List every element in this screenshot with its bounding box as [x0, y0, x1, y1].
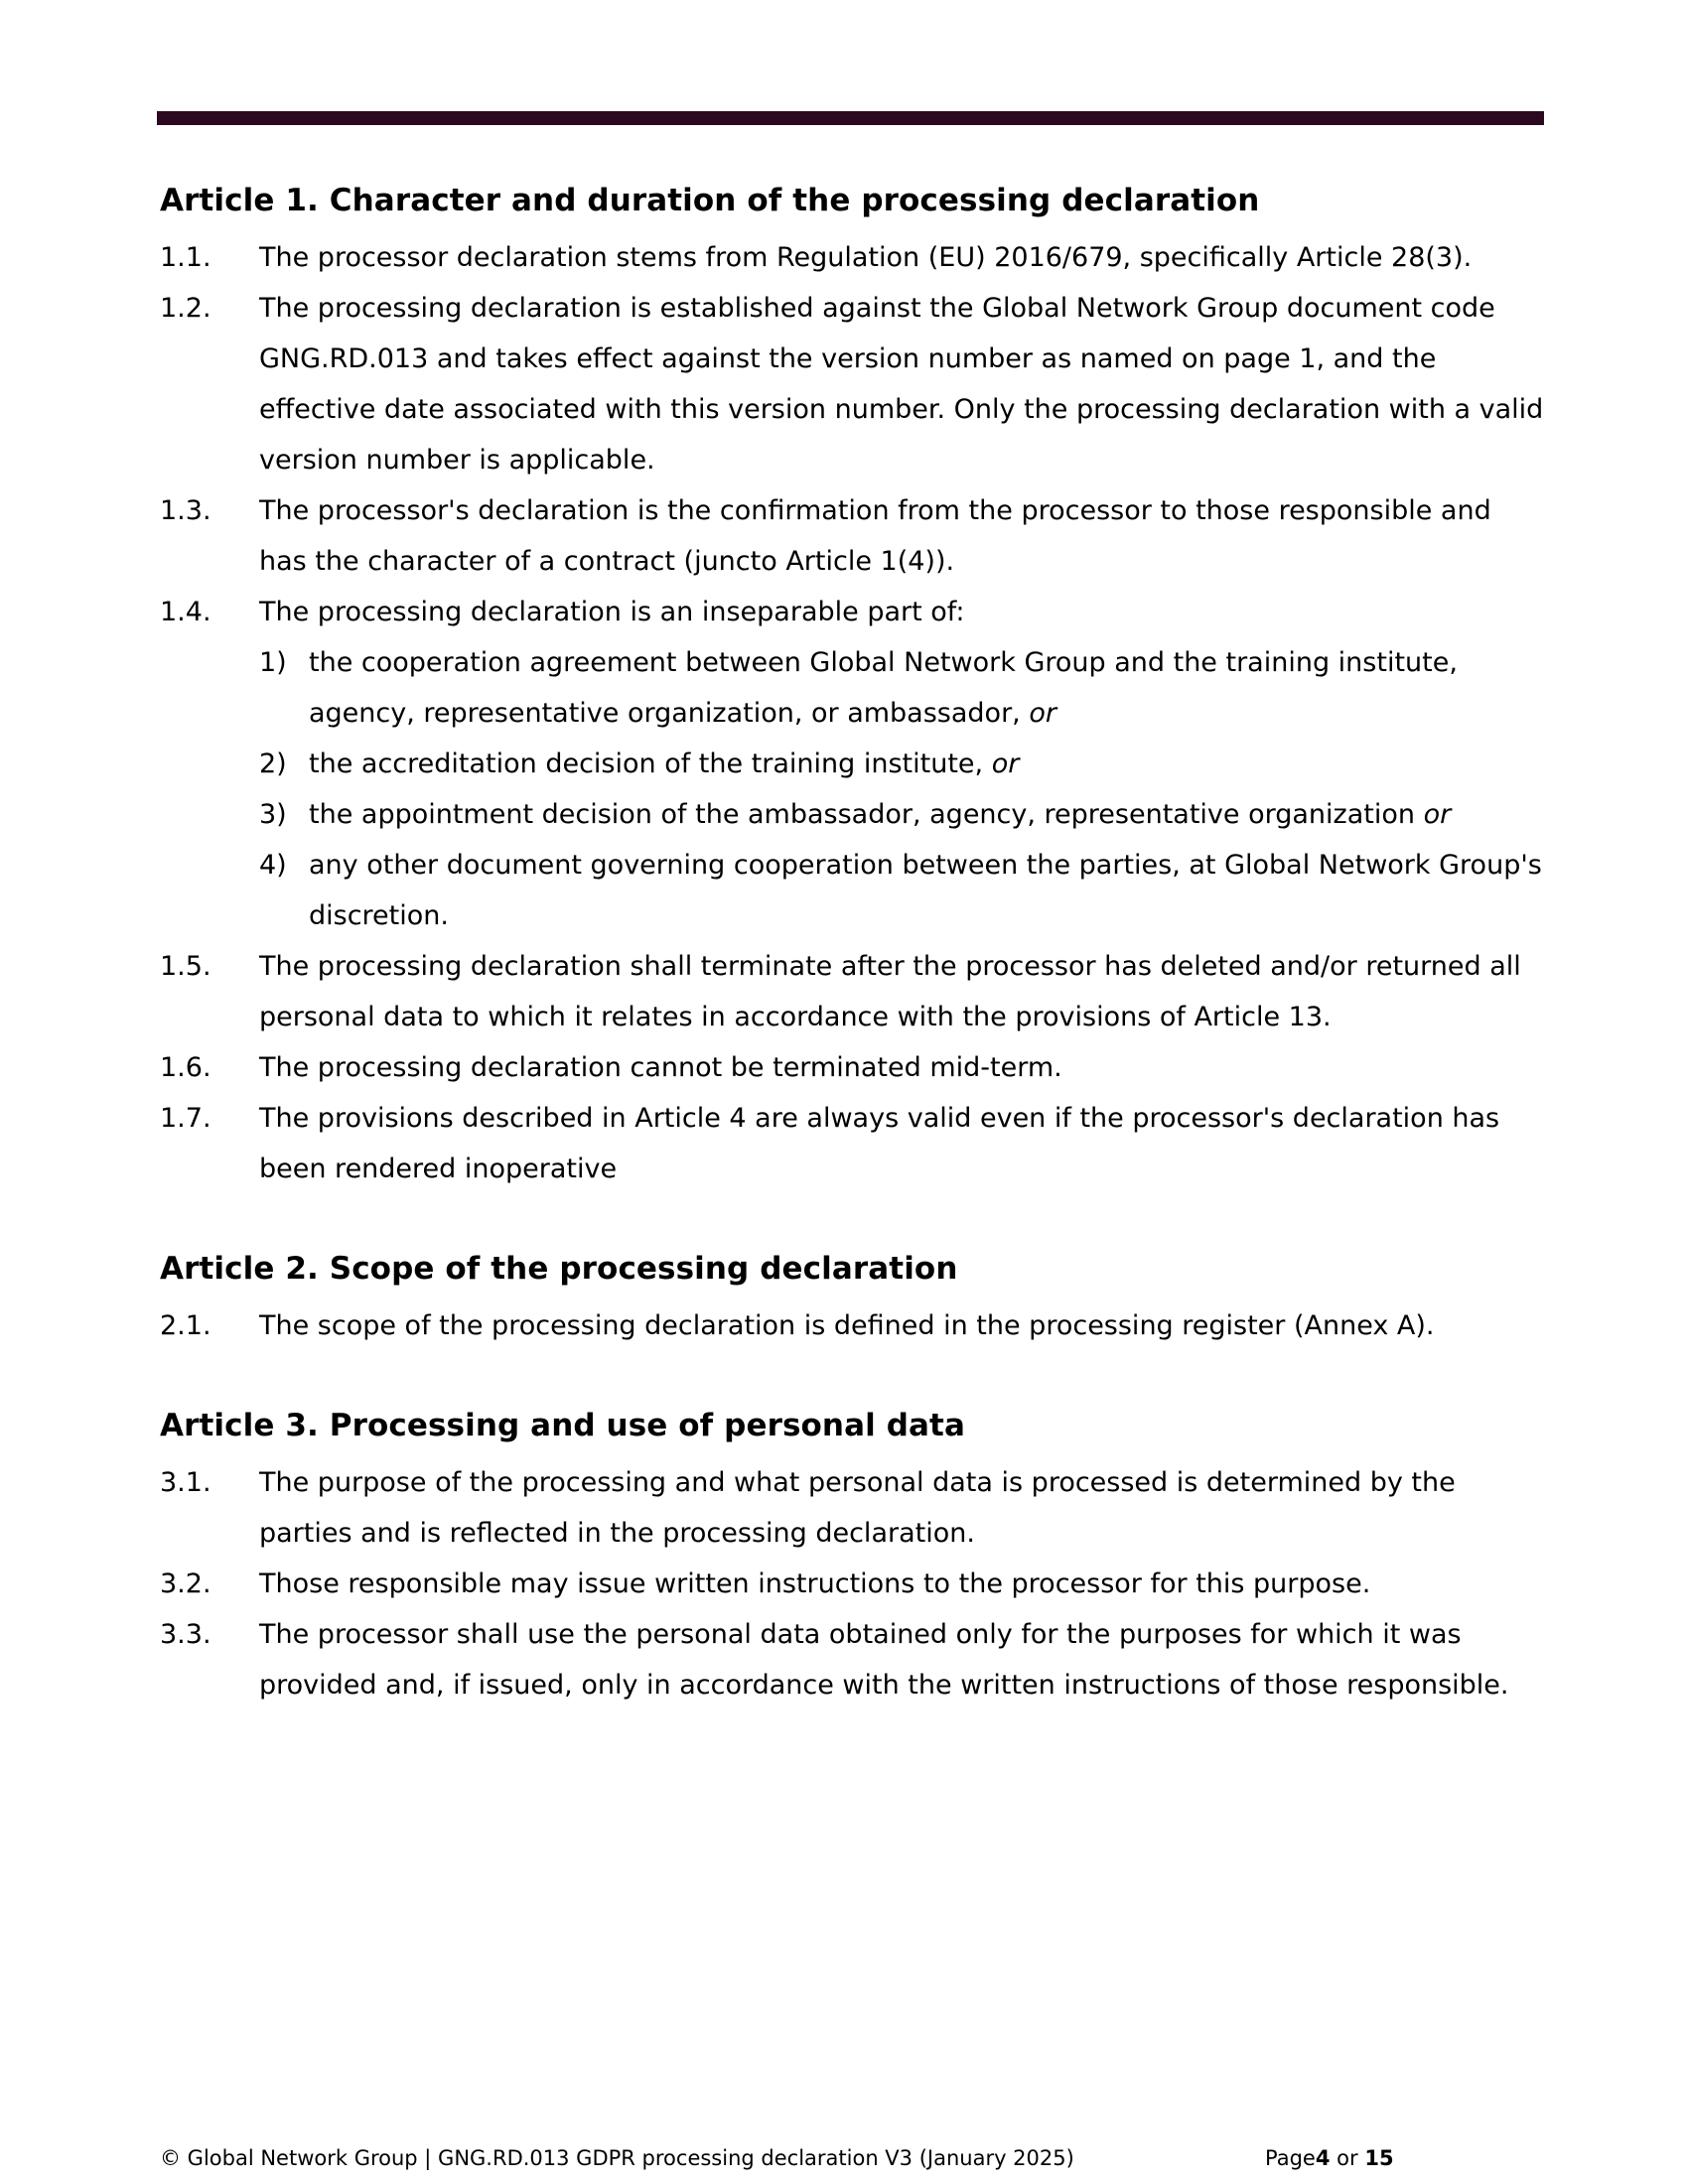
clause-text: The processor shall use the personal data obtained only for the purposes for which it was provided and, if issued, only in accordance with the written instructions of those responsible. — [259, 1619, 1509, 1701]
clause-text: The scope of the processing declaration is defined in the processing register (Annex A). — [259, 1310, 1435, 1341]
sub-item-4 — [160, 840, 1545, 941]
clause-text: The processing declaration cannot be terminated mid-term. — [259, 1052, 1062, 1083]
sub-item-number: 4) — [259, 850, 287, 881]
article-1 — [160, 175, 1545, 1194]
clause-1-2 — [160, 283, 1545, 485]
clause-number: 3.3. — [160, 1619, 211, 1650]
clause-1-4 — [160, 587, 1545, 637]
page-total: 15 — [1364, 2146, 1394, 2170]
clause-1-3 — [160, 485, 1545, 587]
clause-number: 1.1. — [160, 242, 211, 273]
page-separator: or — [1336, 2146, 1358, 2170]
sub-item-text: the cooperation agreement between Global Network Group and the training institute, agency, representative organization, or ambassador, — [309, 647, 1458, 729]
sub-item-3 — [160, 789, 1545, 840]
sub-item-conjunction: or — [1423, 799, 1452, 830]
sub-item-2 — [160, 739, 1545, 789]
clause-text: The processing declaration is established against the Global Network Group document code GNG.RD.013 and takes effect against the version number as named on page 1, and the effective date associated with this version number. Only the processing declaration with a valid version number is applicable. — [259, 293, 1544, 476]
clause-3-1 — [160, 1457, 1545, 1559]
clause-number: 1.2. — [160, 293, 211, 324]
clause-number: 2.1. — [160, 1310, 211, 1341]
sub-item-conjunction: or — [1029, 698, 1056, 729]
clause-text: The processor's declaration is the confirmation from the processor to those responsible and has the character of a contract (juncto Article 1(4)). — [259, 495, 1491, 577]
clause-number: 1.6. — [160, 1052, 211, 1083]
page-label: Page — [1265, 2146, 1316, 2170]
clause-1-7 — [160, 1093, 1545, 1194]
clause-number: 3.2. — [160, 1569, 211, 1599]
article-3 — [160, 1400, 1545, 1710]
clause-text: The processing declaration shall terminate after the processor has deleted and/or returned all personal data to which it relates in accordance with the provisions of Article 13. — [259, 951, 1521, 1032]
sub-item-text: any other document governing cooperation between the parties, at Global Network Group's discretion. — [309, 850, 1542, 931]
article-2-heading: Article 2. Scope of the processing declaration — [160, 1251, 958, 1287]
clause-number: 3.1. — [160, 1467, 211, 1498]
page-current: 4 — [1315, 2146, 1331, 2170]
clause-number: 1.4. — [160, 597, 211, 627]
clause-number: 1.3. — [160, 495, 211, 526]
document-body — [160, 175, 1545, 1710]
footer-page-number — [1265, 2144, 1394, 2172]
clause-3-2 — [160, 1559, 1545, 1609]
header-rule — [157, 111, 1544, 125]
sub-item-text: the appointment decision of the ambassador, agency, representative organization — [309, 799, 1415, 830]
sub-item-conjunction: or — [991, 749, 1020, 779]
clause-3-3 — [160, 1609, 1545, 1710]
clause-number: 1.7. — [160, 1103, 211, 1134]
footer-copyright: © Global Network Group | GNG.RD.013 GDPR processing declaration V3 (January 2025) — [160, 2146, 1074, 2170]
article-3-heading: Article 3. Processing and use of personal data — [160, 1408, 965, 1443]
clause-1-5 — [160, 941, 1545, 1042]
clause-text: The processor declaration stems from Regulation (EU) 2016/679, specifically Article 28(3). — [259, 242, 1473, 273]
clause-1-1 — [160, 232, 1545, 283]
clause-text: The purpose of the processing and what personal data is processed is determined by the parties and is reflected in the processing declaration. — [259, 1467, 1456, 1549]
clause-text: The processing declaration is an inseparable part of: — [259, 597, 965, 627]
sub-item-number: 2) — [259, 749, 287, 779]
clause-2-1 — [160, 1300, 1545, 1351]
sub-item-1 — [160, 637, 1545, 739]
sub-item-number: 1) — [259, 647, 287, 678]
clause-text: The provisions described in Article 4 are always valid even if the processor's declaration has been rendered inoperative — [259, 1103, 1500, 1184]
clause-number: 1.5. — [160, 951, 211, 982]
article-1-heading: Article 1. Character and duration of the processing declaration — [160, 183, 1260, 218]
article-2 — [160, 1243, 1545, 1351]
clause-text: Those responsible may issue written instructions to the processor for this purpose. — [259, 1569, 1371, 1599]
sub-item-number: 3) — [259, 799, 287, 830]
sub-item-text: the accreditation decision of the training institute, — [309, 749, 984, 779]
clause-1-6 — [160, 1042, 1545, 1093]
